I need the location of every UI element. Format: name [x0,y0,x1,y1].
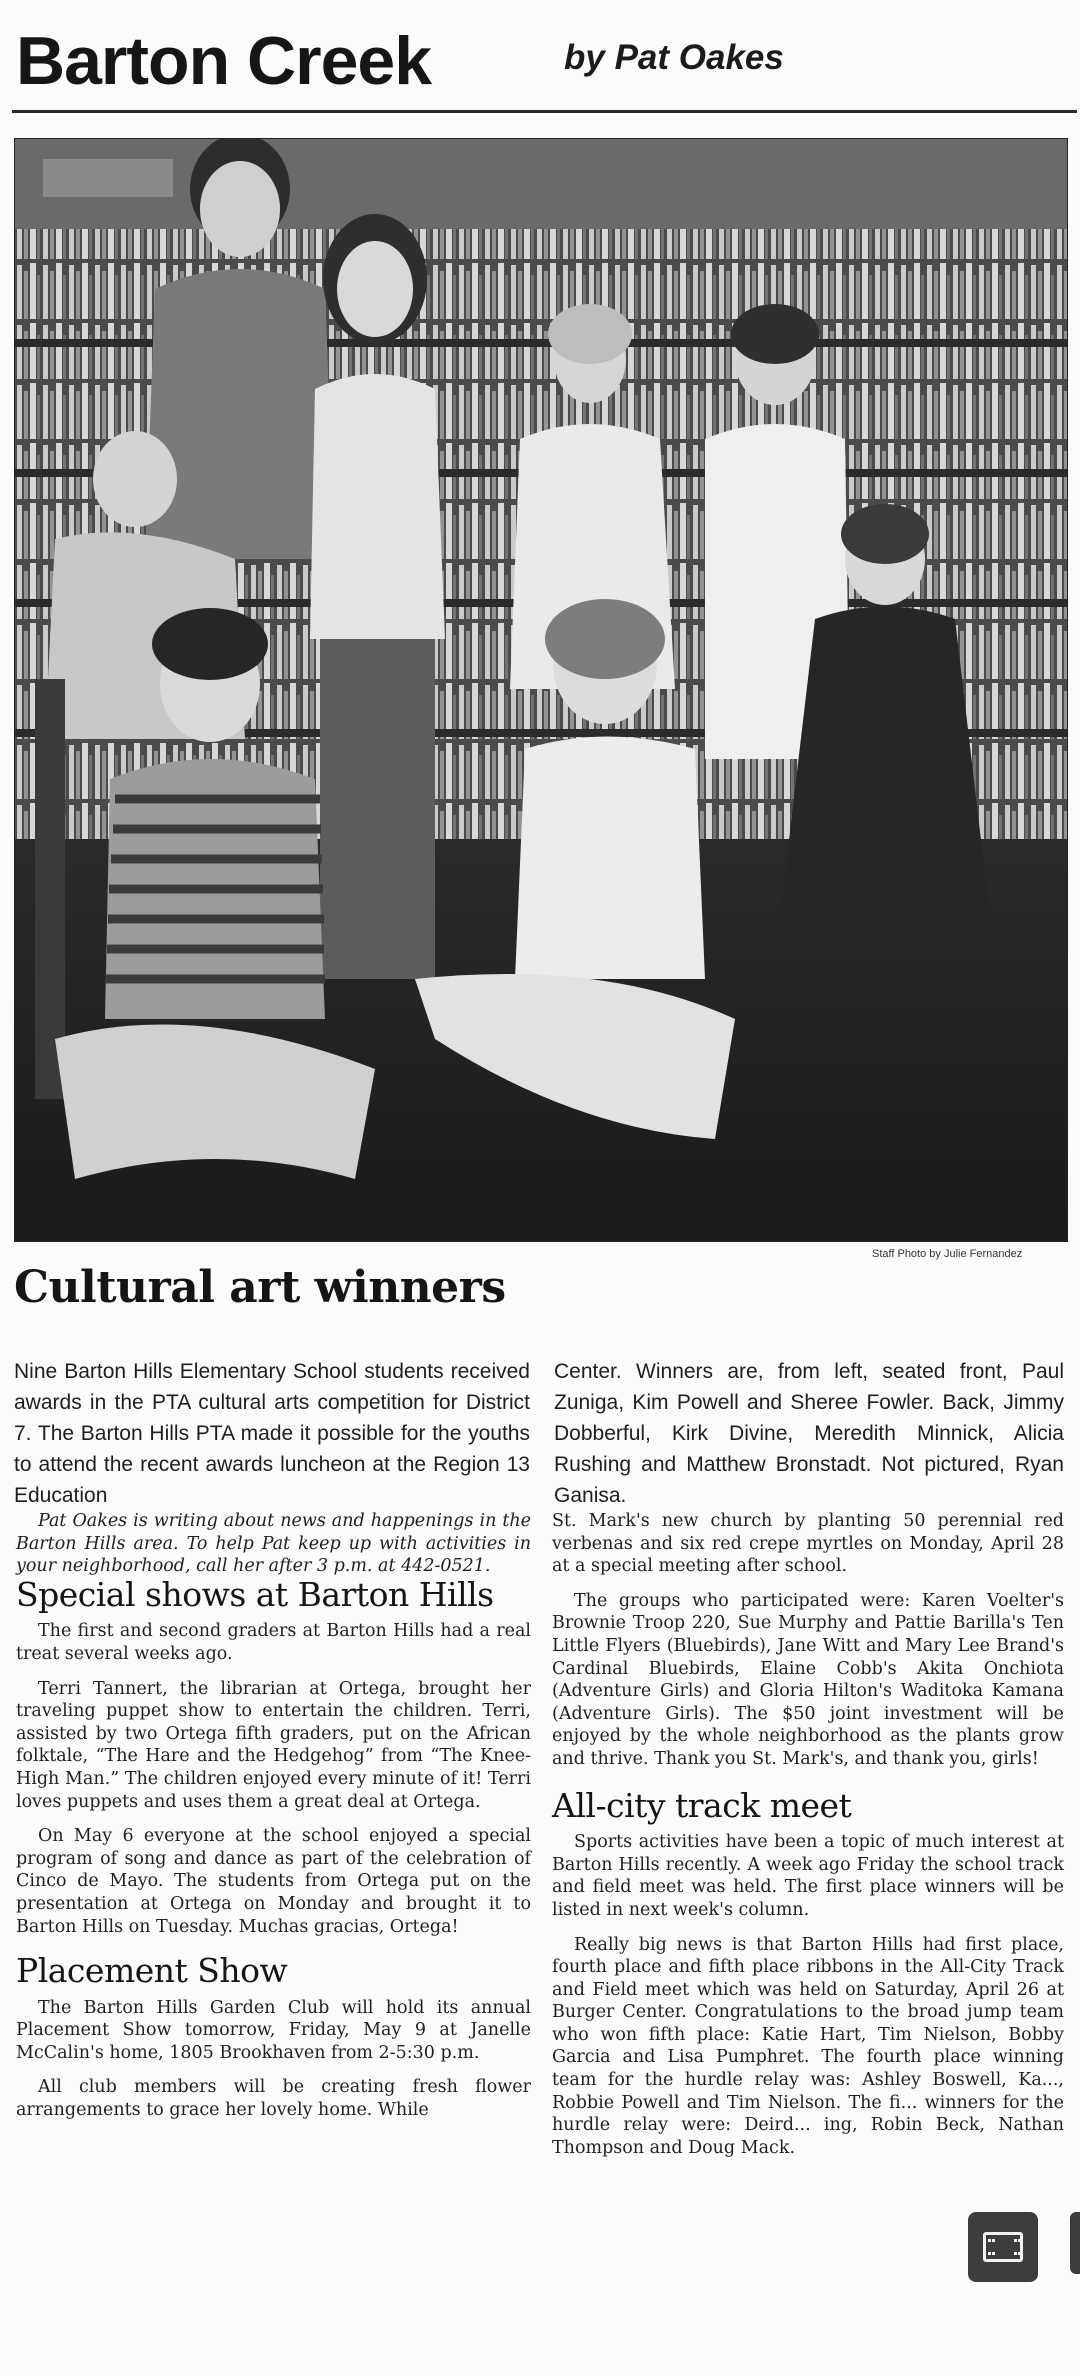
film-icon [983,2232,1023,2262]
caption-left: Nine Barton Hills Elementary School students received awards in the PTA cultural arts competition for District 7. The Barton Hills PTA made it possible for the youths to attend the recent awards luncheon at the Region 13 Education [14,1360,530,1507]
placement-show-p2: All club members will be creating fresh flower arrangements to grace her lovely home. While [16,2077,531,2121]
placement-show-heading: Placement Show [16,1951,288,1991]
column-masthead [12,12,1072,110]
main-headline: Cultural art winners [14,1262,506,1313]
left-column [16,1510,531,2134]
contact-note: Pat Oakes is writing about news and happenings in the Barton Hills area. To help Pat keep up with activities in your neighborhood, call her after 3 p.m. at 442-0521. [16,1511,531,1577]
special-shows-p3: On May 6 everyone at the school enjoyed a special program of song and dance as part of the celebration of Cinco de Mayo. The students from Ortega put on the presentation at Ortega on Monday and brought it to Barton Hills on Tuesday. Muchas gracias, Ortega! [16,1826,531,1937]
photo-credit: Staff Photo by Julie Fernandez [872,1248,1023,1260]
track-meet-p1: Sports activities have been a topic of much interest at Barton Hills recently. A week ago Friday the school track and field meet was held. The first place winners will be listed in next week's column. [552,1832,1064,1920]
group-photo [14,138,1068,1242]
church-planting-p2: The groups who participated were: Karen Voelter's Brownie Troop 220, Sue Murphy and Pattie Barilla's Ten Little Flyers (Bluebirds), Jane Witt and Mary Lee Brand's Cardinal Bluebirds, Elaine Cobb's Akita Onchiota (Adventure Girls) and Gloria Hilton's Waditoka Kamana (Adventure Girls). The $50 joint investment will be enjoyed by the whole neighborhood as the plants grow and thrive. Thank you St. Mark's, and thank you, girls! [552,1590,1064,1769]
special-shows-p2: Terri Tannert, the librarian at Ortega, brought her traveling puppet show to entertain the children. Terri, assisted by two Ortega fifth graders, put on the African folktale, “The Hare and the Hedgehog” from “The Knee-High Man.” The children enjoyed every minute of it! Terri loves puppets and uses them a great deal at Ortega. [16,1678,531,1812]
side-drawer-handle[interactable] [1070,2212,1080,2274]
caption-right: Center. Winners are, from left, seated front, Paul Zuniga, Kim Powell and Sheree Fowler. Back, Jimmy Dobberful, Kirk Divine, Meredith Minnick, Alicia Rushing and Matthew Bronstadt. Not pictured, Ryan Ganisa. [554,1360,1064,1507]
photo-illustration [15,139,1067,1241]
film-view-button[interactable] [968,2212,1038,2282]
masthead-rule [12,110,1077,113]
byline: by Pat Oakes [564,38,784,77]
special-shows-heading: Special shows at Barton Hills [16,1574,494,1614]
right-column [552,1510,1064,2171]
track-meet-p2: Really big news is that Barton Hills had first place, fourth place and fifth place ribbons in the All-City Track and Field meet which was held on Saturday, April 26 at Burger Center. Congratulations to the broad jump team who won fifth place: Katie Hart, Tim Nielson, Bobby Garcia and Lisa Pumphret. The fourth place winning team for the hurdle relay was: Ashley Boswell, Ka..., Robbie Powell and Tim Nielson. The fi... winners for the hurdle relay were: Deird... ing, Robin Beck, Nathan Thompson and Doug Mack. [552,1934,1064,2158]
church-planting-p1: St. Mark's new church by planting 50 perennial red verbenas and six red crepe myrtles on Monday, April 28 at a special meeting after school. [552,1511,1064,1577]
special-shows-p1: The first and second graders at Barton Hills had a real treat several weeks ago. [16,1621,531,1664]
placement-show-p1: The Barton Hills Garden Club will hold its annual Placement Show tomorrow, Friday, May 9 at Janelle McCalin's home, 1805 Brookhaven from 2-5:30 p.m. [16,1997,531,2063]
column-title: Barton Creek [16,23,432,99]
track-meet-heading: All-city track meet [552,1785,852,1825]
